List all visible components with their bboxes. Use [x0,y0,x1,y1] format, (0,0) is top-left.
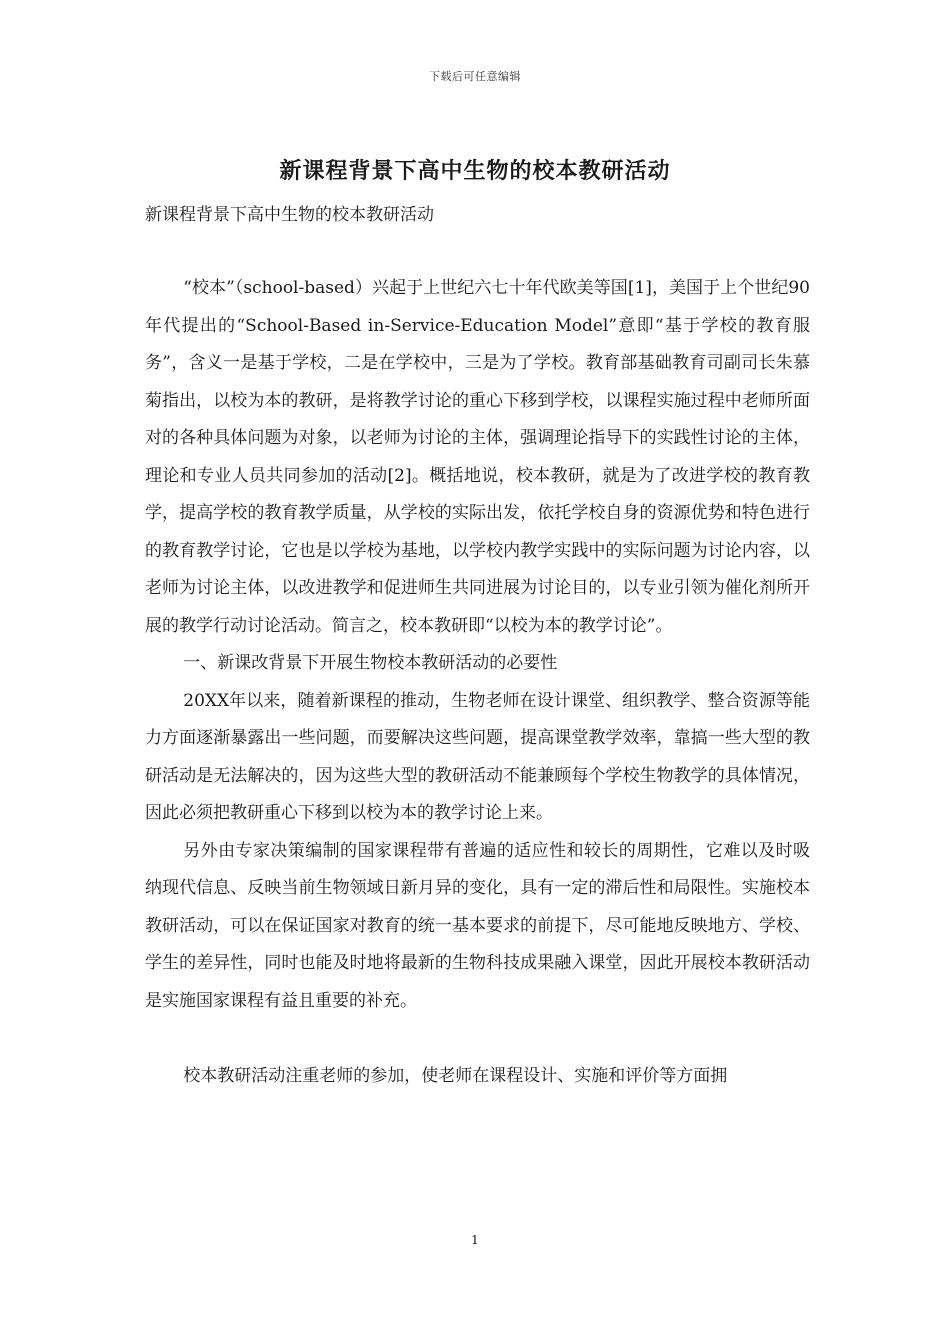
header-note: 下载后可任意编辑 [429,70,521,83]
paragraph-spacer [145,1020,810,1058]
paragraph-necessity: 20XX年以来，随着新课程的推动，生物老师在设计课堂、组织教学、整合资源等能力方面逐渐暴露出一些问题，而要解决这些问题，提高课堂教学效率，靠搞一些大型的教研活动是无法解决的，因为这些大型的教研活动不能兼顾每个学校生物教学的具体情况，因此必须把教研重心下移到以校为本的教学讨论上来。 [145,690,810,823]
paragraph-national-curriculum: 另外由专家决策编制的国家课程带有普遍的适应性和较长的周期性，它难以及时吸纳现代信息、反映当前生物领域日新月异的变化，具有一定的滞后性和局限性。实施校本教研活动，可以在保证国家对教育的统一基本要求的前提下，尽可能地反映地方、学校、学生的差异性，同时也能及时地将最新的生物科技成果融入课堂，因此开展校本教研活动是实施国家课程有益且重要的补充。 [145,840,810,1011]
document-body [145,270,810,1095]
paragraph-intro: “校本”（school-based）兴起于上世纪六七十年代欧美等国[1]，美国于上个世纪90年代提出的“School-Based in-Service-Education Model”意即“基于学校的教育服务”，含义一是基于学校，二是在学校中，三是为了学校。教育部基础教育司副司长朱慕菊指出，以校为本的教研，是将教学讨论的重心下移到学校，以课程实施过程中老师所面对的各种具体问题为对象，以老师为讨论的主体，强调理论指导下的实践性讨论的主体，理论和专业人员共同参加的活动[2]。概括地说，校本教研，就是为了改进学校的教育教学，提高学校的教育教学质量，从学校的实际出发，依托学校自身的资源优势和特色进行的教育教学讨论，它也是以学校为基地，以学校内教学实践中的实际问题为讨论内容，以老师为讨论主体，以改进教学和促进师生共同进展为讨论目的，以专业引领为催化剂所开展的教学行动讨论活动。简言之，校本教研即“以校为本的教学讨论”。 [145,278,810,636]
page-number: 1 [471,1233,479,1247]
paragraph-teacher-participation: 校本教研活动注重老师的参加，使老师在课程设计、实施和评价等方面拥 [183,1065,728,1086]
document-subtitle: 新课程背景下高中生物的校本教研活动 [145,205,434,225]
section-heading: 一、新课改背景下开展生物校本教研活动的必要性 [183,653,558,673]
document-title: 新课程背景下高中生物的校本教研活动 [279,158,671,184]
